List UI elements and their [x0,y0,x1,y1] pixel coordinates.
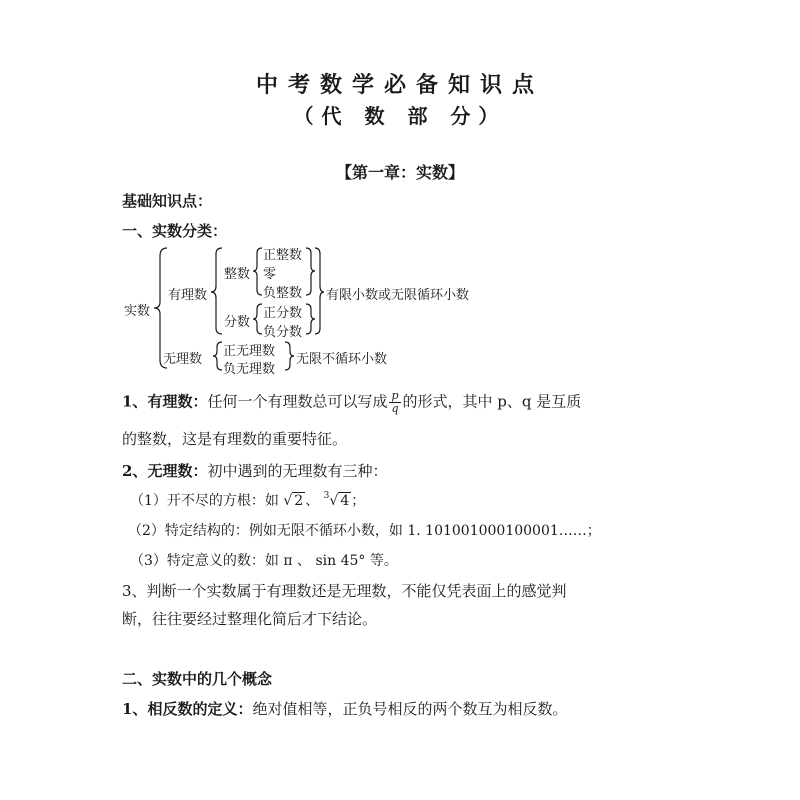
cube-root-4: $^3$√ 4 [323,491,350,509]
item2-text: 初中遇到的无理数有三种： [207,462,388,480]
item1-line2: 的整数，这是有理数的重要特征。 [122,430,348,448]
tree-irrational: 无理数 [163,352,203,367]
section2-heading: 二、实数中的几个概念 [122,670,273,688]
section2-item1-number: 1、 [122,700,148,718]
tree-root: 实数 [124,304,151,319]
section1-heading: 一、实数分类： [122,222,228,240]
integer-right-brace [306,248,315,295]
fraction-numerator: p [391,389,399,402]
item2-sub2: （2）特定结构的：例如无限不循环小数，如 1. 101001000100001……； [128,523,601,539]
item2-colon: ： [192,462,208,480]
section2-item1-term: 相反数的定义 [147,700,238,718]
item2-line [122,460,387,481]
rational-desc-brace [315,248,324,334]
tree-zero: 零 [263,267,277,282]
irrational-right-brace [285,342,294,370]
item2-number: 2、 [122,462,148,480]
section2-item1-colon: ： [237,700,253,718]
tree-negative-integer: 负整数 [263,286,303,301]
item3-line2: 断，往往要经过整理化简后才下结论。 [122,610,378,628]
section2-item1-text: 绝对值相等，正负号相反的两个数互为相反数。 [252,700,568,718]
brace-lines [0,240,800,380]
item1-text-a: 任何一个有理数总可以写成 [207,392,388,411]
item1-number: 1、 [122,392,148,411]
item2-sub3: （3）特定意义的数：如 π 、 sin 45° 等。 [130,553,398,569]
tree-fraction: 分数 [224,315,251,330]
sqrt-2: √ 2 [283,493,304,509]
fraction-right-brace [306,304,315,334]
item2-sub1-end: ； [351,493,366,509]
section2-item1 [122,698,567,719]
tree-integer: 整数 [224,267,251,282]
tree-positive-integer: 正整数 [263,248,303,263]
tree-positive-fraction: 正分数 [263,306,303,321]
tree-negative-irrational: 负无理数 [223,362,276,377]
integer-brace [253,248,262,295]
item1-text-b: 的形式，其中 p、q 是互质 [402,392,582,411]
fraction-p-over-q [389,390,400,415]
basics-label: 基础知识点： [122,192,213,210]
document-title: 中考数学必备知识点 [255,72,544,98]
irrational-brace [213,342,222,370]
item1-term: 有理数 [147,392,193,411]
tree-rational: 有理数 [168,288,208,303]
item2-sub1-separator: 、 [305,493,320,509]
real-number-classification-diagram [0,240,800,380]
item3-line1: 3、判断一个实数属于有理数还是无理数，不能仅凭表面上的感觉判 [122,582,567,600]
fraction-brace [253,304,262,334]
item2-term: 无理数 [147,462,193,480]
chapter-heading: 【第一章：实数】 [335,163,464,182]
item2-sub1 [130,490,365,510]
item1-colon: ： [192,392,208,411]
cube-root-4-radicand: 4 [340,493,350,509]
document-subtitle: （代 数 部 分） [293,104,507,128]
item2-sub1-prefix: （1）开不尽的方根：如 [130,493,279,509]
tree-irrational-description: 无限不循环小数 [296,352,388,367]
tree-negative-fraction: 负分数 [263,325,303,340]
cube-root-index: 3 [323,491,330,501]
sqrt-2-radicand: 2 [294,493,304,509]
tree-positive-irrational: 正无理数 [223,344,276,359]
tree-rational-description: 有限小数或无限循环小数 [326,288,470,303]
fraction-denominator: q [391,402,399,415]
rational-brace [211,248,222,334]
item1-line1 [122,390,581,415]
